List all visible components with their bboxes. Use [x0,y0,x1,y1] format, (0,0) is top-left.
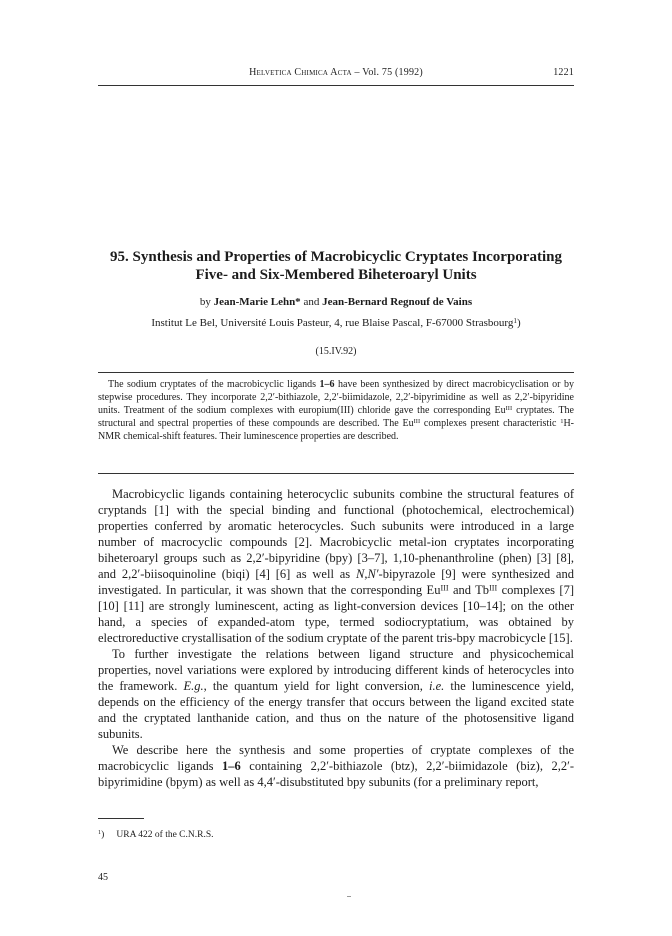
footnote-mark: 1 [98,830,102,837]
abstract-text: The sodium cryptates of the macrobicyclic ligands 1–6 have been synthesized by direct macrobicyclisation or by stepwise procedures. They incorporate 2,2′-bithiazole, 2,2′-biimidazole, 2,2′-bipyrimidine as well as 2,2′-bipyridine units. Treatment of the sodium complexes with europium(III) chloride gave the corresponding $Eu^{III}$ cryptates. The structural and spectral properties of these compounds are described. The $Eu^{III}$ complexes present characteristic $^1$H-NMR chemical-shift features. Their luminescence properties are described. [98,379,575,442]
affiliation-footnote-mark: 1 [513,316,517,325]
by-word: by [199,296,211,308]
paragraph-3: We describe here the synthesis and some properties of cryptate complexes of the macrobicyclic ligands 1–6 containing 2,2′-bithiazole (btz), 2,2′-biimidazole (biz), 2,2′-bipyrimidine (bpym) as well as 4,4′-disubstituted bpy subunits (for a preliminary report, [98,743,575,789]
author-byline [98,295,574,309]
abstract-ligand-numbers: 1–6 [319,379,335,390]
running-head-citation: Helvetica Chimica Acta – Vol. 75 (1992) [249,67,423,78]
author-lehn: Jean-Marie Lehn* [213,296,301,308]
body-text [98,486,574,790]
paragraph-1: Macrobicyclic ligands containing heterocyclic subunits combine the structural features of cryptands [1] with the special binding and functional (photochemical, electrochemical) properties conferred by aromatic heterocycles. Such subunits were introduced in a large number of macrocyclic compounds [2]. Macrobicyclic metal-ion cryptates incorporating biheteroaryl groups such as 2,2′-bipyridine (bpy) [3–7], 1,10-phenanthroline (phen) [3] [8], and 2,2′-biisoquinoline (biqi) [4] [6] as well as N,N′-bipyrazole [9] were synthesized and investigated. In particular, it was shown that the corresponding $Eu^{III}$ and $Tb^{III}$ complexes [7] [10] [11] are strongly luminescent, acting as light-conversion devices [10–14]; on the other hand, a species of expanded-atom type, termed sodiocryptatium, was obtained by electroreductive crystallisation of the sodium cryptate of the parent tris-bpy macrobicycle [15]. [98,487,574,645]
title-line-1: 95. Synthesis and Properties of Macrobicyclic Cryptates Incorporating [110,249,562,265]
signature-number: 45 [98,872,108,883]
article-title [98,248,574,284]
received-date: (15.IV.92) [315,346,357,357]
title-line-2: Five- and Six-Membered Biheteroaryl Units [195,267,477,283]
running-head [98,67,574,83]
affiliation-text: Institut Le Bel, Université Louis Pasteur, 4, rue Blaise Pascal, F-67000 Strasbourg [151,317,514,329]
paragraph-2: To further investigate the relations between ligand structure and physicochemical properties, novel variations were explored by introducing different kinds of heterocycles into the framework. E.g., the quantum yield for light conversion, i.e. the luminescence yield, depends on the efficiency of the energy transfer that occurs between the ligand excited state and the cryptated lanthanide cation, and thus on the nature of the photosensitive ligand subunits. [98,647,574,741]
affiliation: Institut Le Bel, Université Louis Pasteur, 4, rue Blaise Pascal, F-67000 Strasbourg$^1$) [151,316,521,329]
abstract [98,378,574,443]
journal-name: Helvetica Chimica Acta [249,67,352,78]
crop-mark [347,896,351,901]
footnote: $^1$) URA 422 of the C.N.R.S. [98,830,214,840]
footnote-text: URA 422 of the C.N.R.S. [116,830,214,840]
and-word: and [303,296,320,308]
page-number: 1221 [553,67,574,78]
abstract-rule-top [98,372,574,373]
footnote-rule [98,818,144,819]
journal-volume: Vol. 75 (1992) [362,67,423,78]
header-rule [98,85,574,86]
abstract-rule-bottom [98,473,574,474]
author-regnouf: Jean-Bernard Regnouf de Vains [322,296,473,308]
